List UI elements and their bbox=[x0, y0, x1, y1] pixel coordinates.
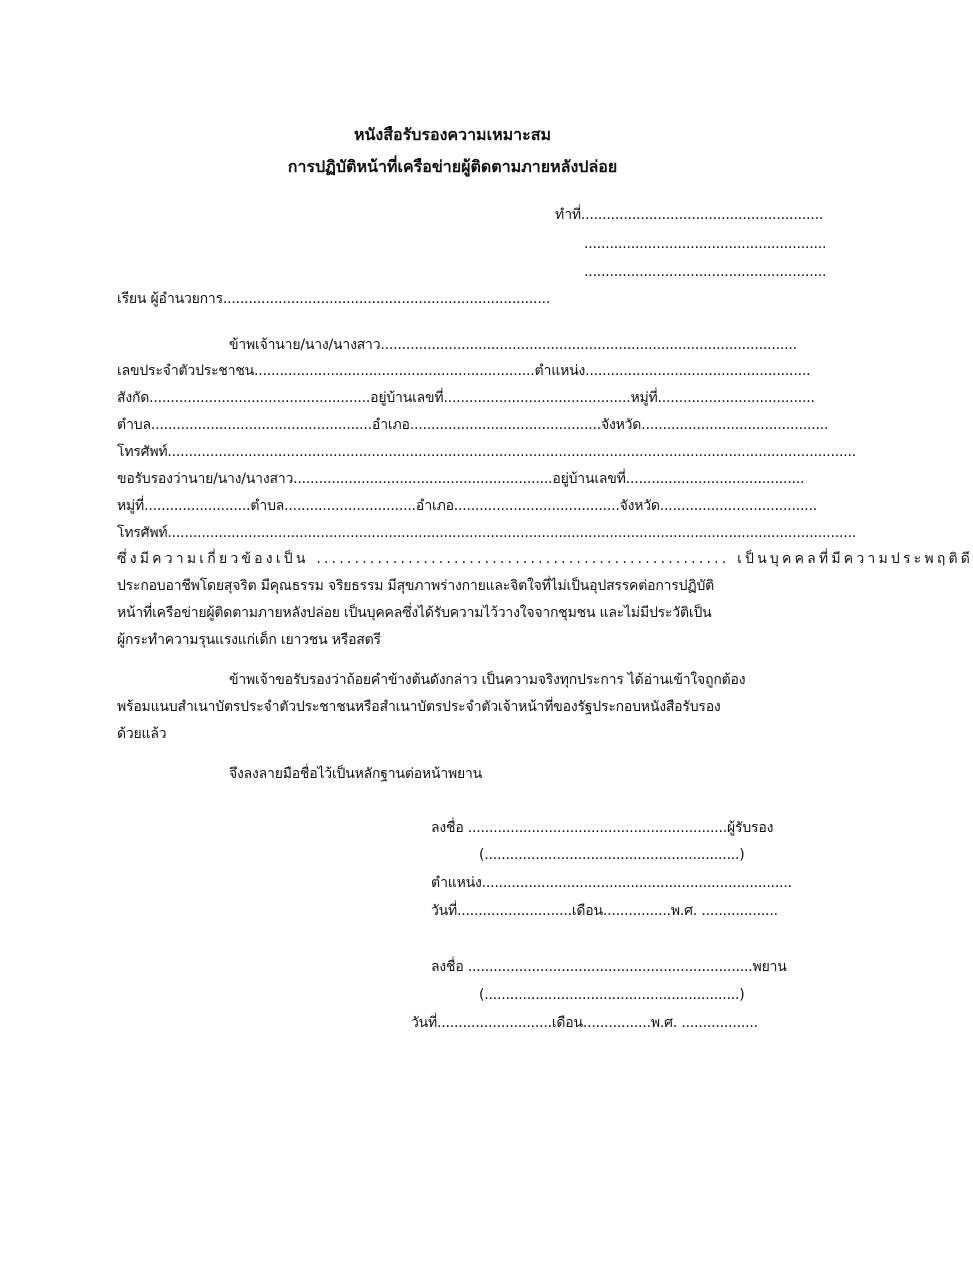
form-line-id-position: เลขประจำตัวประชาชน..................................................................ตำแหน่ง..................................................... bbox=[117, 363, 811, 379]
form-line-phone: โทรศัพท์.................................................................................................................................................................. bbox=[117, 444, 856, 460]
form-line-name: ข้าพเจ้านาย/นาง/นางสาว.................................................................................................. bbox=[229, 337, 797, 353]
paragraph3: จึงลงลายมือชื่อไว้เป็นหลักฐานต่อหน้าพยาน bbox=[229, 766, 483, 782]
form-line-subdistrict-district-province: ตำบล....................................................อำเภอ.............................................จังหวัด............................................ bbox=[117, 417, 829, 433]
document-title-line2: การปฏิบัติหน้าที่เครือข่ายผู้ติดตามภายหลังปล่อย bbox=[287, 157, 618, 176]
certifier-name: (............................................................) bbox=[479, 847, 745, 863]
form-line-affiliation-address: สังกัด....................................................อยู่บ้านเลขที่............................................หมู่ที่..................................... bbox=[117, 390, 815, 406]
witness-name: (............................................................) bbox=[479, 987, 745, 1003]
paragraph1-line3: หน้าที่เครือข่ายผู้ติดตามภายหลังปล่อย เป็นบุคคลซึ่งได้รับความไว้วางใจจากชุมชน และไม่มีประวัติเป็น bbox=[117, 605, 712, 621]
address-line-3: ......................................................... bbox=[584, 264, 827, 280]
form-line-certified-location: หมู่ที่.........................ตำบล...............................อำเภอ.......................................จังหวัด..................................... bbox=[117, 498, 818, 514]
witness-signature: ลงชื่อ ...................................................................พยาน bbox=[431, 959, 787, 975]
paragraph1-line2: ประกอบอาชีพโดยสุจริต มีคุณธรรม จริยธรรม มีสุขภาพร่างกายและจิตใจที่ไม่เป็นอุปสรรคต่อการปฏิบัติ bbox=[117, 578, 715, 594]
certifier-date: วันที่...........................เดือน................พ.ศ. .................. bbox=[431, 903, 778, 919]
document-title-line1: หนังสือรับรองความเหมาะสม bbox=[353, 125, 552, 144]
certifier-position: ตำแหน่ง......................................................................... bbox=[431, 875, 792, 891]
paragraph1-line1: ซึ่งมีความเกี่ยวข้องเป็น ...................................................... เป็นบุคคลที่มีความประพฤติดี bbox=[117, 551, 973, 567]
form-line-certified-person: ขอรับรองว่านาย/นาง/นางสาว.............................................................อยู่บ้านเลขที่.......................................... bbox=[117, 471, 805, 487]
paragraph1-line4: ผู้กระทำความรุนแรงแก่เด็ก เยาวชน หรือสตรี bbox=[117, 632, 381, 648]
salutation: เรียน ผู้อำนวยการ............................................................................. bbox=[117, 291, 551, 307]
paragraph2-line1: ข้าพเจ้าขอรับรองว่าถ้อยคำข้างต้นดังกล่าว เป็นความจริงทุกประการ ได้อ่านเข้าใจถูกต้อง bbox=[229, 672, 746, 688]
paragraph2-line2: พร้อมแนบสำเนาบัตรประจำตัวประชาชนหรือสำเนาบัตรประจำตัวเจ้าหน้าที่ของรัฐประกอบหนังสือรับรอง bbox=[117, 699, 721, 715]
form-line-certified-phone: โทรศัพท์.................................................................................................................................................................. bbox=[117, 525, 856, 541]
address-line-2: ......................................................... bbox=[584, 236, 827, 252]
witness-date: วันที่...........................เดือน................พ.ศ. .................. bbox=[411, 1015, 758, 1031]
paragraph2-line3: ด้วยแล้ว bbox=[117, 726, 167, 742]
certifier-signature: ลงชื่อ .............................................................ผู้รับรอง bbox=[431, 820, 774, 836]
address-line-1: ทำที่......................................................... bbox=[555, 207, 824, 223]
